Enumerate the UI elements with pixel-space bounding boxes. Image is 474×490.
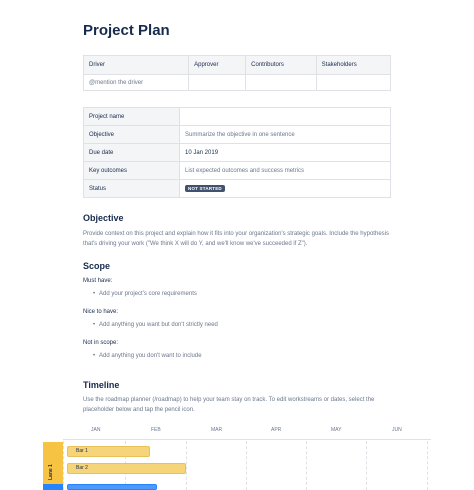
roles-header-stakeholders: Stakeholders — [316, 56, 390, 75]
lane-1-label: Lane 1 — [48, 464, 54, 480]
bar-1-label: Bar 1 — [76, 448, 88, 454]
approver-cell[interactable] — [189, 75, 246, 91]
grid-line — [306, 441, 307, 490]
due-date-value[interactable]: 10 Jan 2019 — [180, 144, 391, 162]
project-name-label: Project name — [84, 108, 180, 126]
roadmap-planner[interactable] — [43, 425, 431, 490]
objective-text: Provide context on this project and explain how it fits into your organization's strategic goals. Include the hypothesis that's driving your work ("We think X will do Y, and we'll know we've succeeded if Z"). — [83, 231, 389, 247]
nice-to-have-label: Nice to have: — [83, 309, 119, 315]
month-apr: APR — [271, 427, 282, 433]
timeline-text: Use the roadmap planner (/roadmap) to help your team stay on track. To edit workstreams or dates, select the placeholder below and tap the pencil icon. — [83, 397, 375, 413]
not-in-scope-item: • Add anything you don't want to include — [99, 353, 202, 359]
key-outcomes-label: Key outcomes — [84, 162, 180, 180]
grid-line — [246, 441, 247, 490]
contributors-cell[interactable] — [246, 75, 317, 91]
roadmap-bar-3[interactable] — [67, 484, 157, 490]
lane-2[interactable] — [43, 484, 63, 490]
roadmap-bar-1[interactable] — [67, 446, 150, 457]
roles-header-contributors: Contributors — [246, 56, 317, 75]
grid-line — [186, 441, 187, 490]
project-name-value[interactable] — [180, 108, 391, 126]
month-mar: MAR — [211, 427, 223, 433]
scope-heading: Scope — [83, 261, 111, 271]
roles-header-approver: Approver — [189, 56, 246, 75]
must-have-item: • Add your project's core requirements — [99, 291, 197, 297]
not-in-scope-label: Not in scope: — [83, 340, 119, 346]
objective-value[interactable]: Summarize the objective in one sentence — [180, 126, 391, 144]
roles-table — [83, 55, 391, 91]
objective-heading: Objective — [83, 213, 124, 223]
roadmap-month-header — [63, 425, 431, 441]
project-info-table — [83, 107, 391, 198]
stakeholders-cell[interactable] — [316, 75, 390, 91]
month-may: MAY — [331, 427, 342, 433]
must-have-label: Must have: — [83, 278, 113, 284]
month-jun: JUN — [392, 427, 402, 433]
roadmap-bar-2[interactable] — [67, 463, 186, 474]
page-title: Project Plan — [83, 22, 170, 39]
objective-label: Objective — [84, 126, 180, 144]
status-label: Status — [84, 180, 180, 198]
lane-1-label-wrap — [43, 442, 63, 484]
grid-line — [427, 441, 428, 490]
roles-header-driver: Driver — [84, 56, 189, 75]
driver-cell[interactable]: @mention the driver — [84, 75, 189, 91]
month-feb: FEB — [151, 427, 161, 433]
grid-line — [366, 441, 367, 490]
key-outcomes-value[interactable]: List expected outcomes and success metrics — [180, 162, 391, 180]
grid-line — [63, 441, 64, 490]
status-cell — [180, 180, 391, 198]
month-jan: JAN — [91, 427, 101, 433]
due-date-label: Due date — [84, 144, 180, 162]
bar-2-label: Bar 2 — [76, 465, 88, 471]
timeline-heading: Timeline — [83, 380, 120, 390]
status-badge[interactable]: NOT STARTED — [185, 185, 225, 192]
nice-to-have-item: • Add anything you want but don't strictly need — [99, 322, 218, 328]
